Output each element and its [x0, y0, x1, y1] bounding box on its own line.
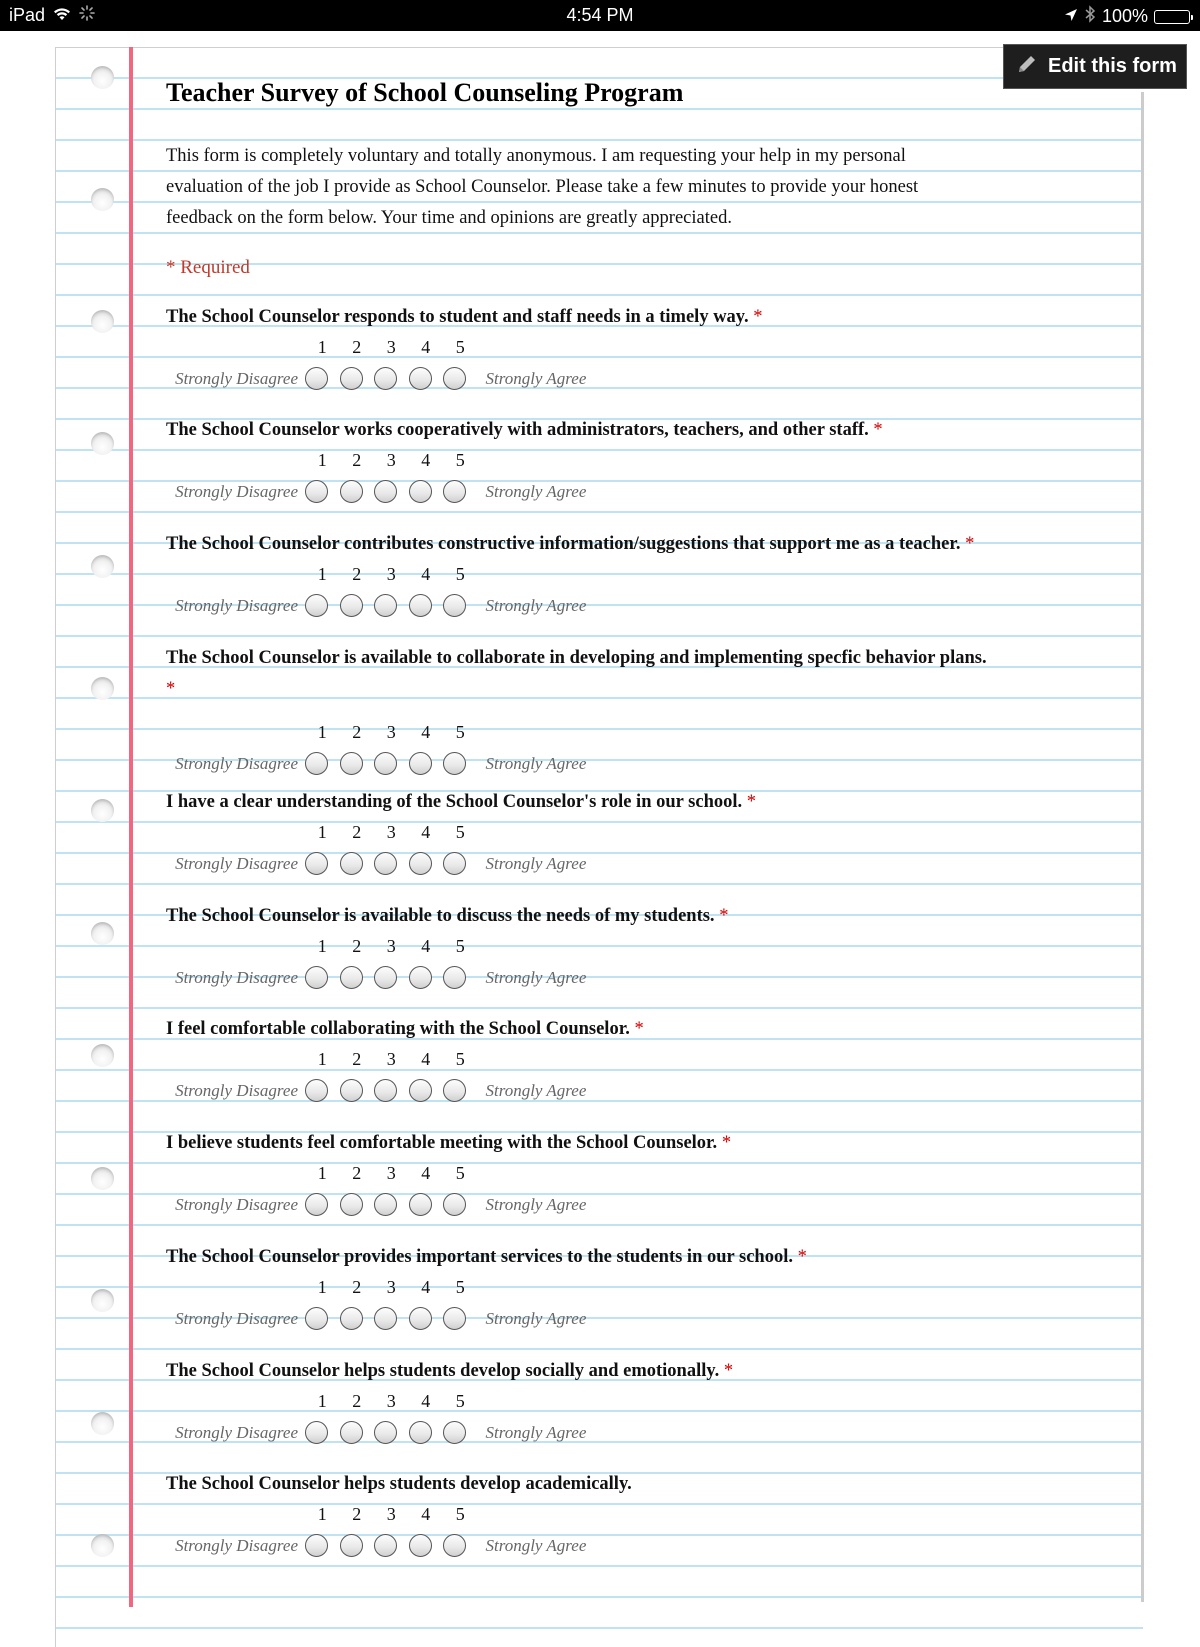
required-asterisk: * [746, 792, 756, 812]
rating-scale: 1 2 3 4 5 Strongly Disagree Strongly Agree [166, 818, 1106, 888]
high-label: Strongly Agree [485, 1308, 587, 1328]
radio-4[interactable] [409, 367, 432, 390]
low-label: Strongly Disagree [175, 1080, 298, 1100]
radio-1[interactable] [305, 594, 328, 617]
low-label: Strongly Disagree [175, 1194, 298, 1214]
radio-2[interactable] [340, 852, 363, 875]
edit-form-button[interactable] [1003, 44, 1187, 89]
required-asterisk: * [166, 679, 176, 699]
binder-hole-icon [91, 66, 114, 89]
radio-3[interactable] [374, 752, 397, 775]
radio-2[interactable] [340, 1534, 363, 1557]
radio-2[interactable] [340, 1307, 363, 1330]
high-label: Strongly Agree [485, 853, 587, 873]
question-7 [166, 1014, 1106, 1115]
rating-scale: 1 2 3 4 5 Strongly Disagree Strongly Agree [166, 1159, 1106, 1229]
radio-5[interactable] [443, 1079, 466, 1102]
low-label: Strongly Disagree [175, 1422, 298, 1442]
radio-3[interactable] [374, 1534, 397, 1557]
radio-5[interactable] [443, 480, 466, 503]
rating-scale: 1 2 3 4 5 Strongly Disagree Strongly Agree [166, 446, 1106, 516]
question-5 [166, 787, 1106, 888]
radio-2[interactable] [340, 966, 363, 989]
required-asterisk: * [719, 906, 729, 926]
radio-2[interactable] [340, 367, 363, 390]
binder-hole-icon [91, 1044, 114, 1067]
radio-5[interactable] [443, 752, 466, 775]
radio-1[interactable] [305, 1193, 328, 1216]
pencil-icon [1016, 53, 1038, 81]
rating-scale: 1 2 3 4 5 Strongly Disagree Strongly Agree [166, 718, 1106, 788]
radio-1[interactable] [305, 1421, 328, 1444]
high-label: Strongly Agree [485, 595, 587, 615]
question-text: The School Counselor responds to student and staff needs in a timely way. * [166, 307, 763, 327]
question-text: The School Counselor helps students develop academically. [166, 1474, 632, 1494]
radio-3[interactable] [374, 966, 397, 989]
question-text: The School Counselor provides important services to the students in our school. * [166, 1247, 807, 1267]
required-asterisk: * [721, 1133, 732, 1153]
radio-2[interactable] [340, 594, 363, 617]
description-line: evaluation of the job I provide as School Counselor. Please take a few minutes to provide your honest [166, 177, 919, 197]
radio-1[interactable] [305, 966, 328, 989]
binder-hole-icon [91, 1289, 114, 1312]
form-title: Teacher Survey of School Counseling Program [166, 78, 684, 107]
radio-4[interactable] [409, 1307, 432, 1330]
radio-1[interactable] [305, 367, 328, 390]
rating-scale: 1 2 3 4 5 Strongly Disagree Strongly Agree [166, 1273, 1106, 1343]
radio-1[interactable] [305, 480, 328, 503]
rating-scale: 1 2 3 4 5 Strongly Disagree Strongly Agree [166, 1387, 1106, 1457]
low-label: Strongly Disagree [175, 753, 298, 773]
radio-5[interactable] [443, 1534, 466, 1557]
question-text: I have a clear understanding of the School Counselor's role in our school. * [166, 792, 756, 812]
low-label: Strongly Disagree [175, 967, 298, 987]
radio-3[interactable] [374, 480, 397, 503]
required-asterisk: * [873, 420, 883, 440]
radio-2[interactable] [340, 1193, 363, 1216]
radio-5[interactable] [443, 367, 466, 390]
radio-2[interactable] [340, 752, 363, 775]
question-2 [166, 415, 1106, 516]
question-4 [166, 643, 1106, 788]
required-asterisk: * [753, 307, 763, 327]
required-note: * Required [166, 257, 250, 278]
radio-2[interactable] [340, 1421, 363, 1444]
binder-hole-icon [91, 1167, 114, 1190]
high-label: Strongly Agree [485, 1535, 587, 1555]
radio-4[interactable] [409, 966, 432, 989]
binder-hole-icon [91, 188, 114, 211]
question-text: The School Counselor is available to discuss the needs of my students. * [166, 906, 729, 926]
binder-hole-icon [91, 922, 114, 945]
binder-hole-icon [91, 799, 114, 822]
radio-3[interactable] [374, 1193, 397, 1216]
question-text: The School Counselor works cooperatively with administrators, teachers, and other staff. * [166, 420, 883, 440]
radio-4[interactable] [409, 480, 432, 503]
form-description [166, 141, 1066, 234]
radio-3[interactable] [374, 594, 397, 617]
radio-3[interactable] [374, 852, 397, 875]
radio-5[interactable] [443, 1307, 466, 1330]
bluetooth-icon [1084, 5, 1096, 28]
question-10 [166, 1356, 1106, 1457]
low-label: Strongly Disagree [175, 481, 298, 501]
battery-percent: 100% [1101, 6, 1148, 26]
radio-1[interactable] [305, 1307, 328, 1330]
question-text: The School Counselor contributes constructive information/suggestions that support me as a teacher. * [166, 534, 975, 554]
radio-3[interactable] [374, 367, 397, 390]
question-1 [166, 302, 1106, 403]
required-asterisk: * [797, 1247, 807, 1267]
question-text: The School Counselor helps students develop socially and emotionally. * [166, 1361, 734, 1381]
radio-5[interactable] [443, 1193, 466, 1216]
required-asterisk: * [634, 1019, 644, 1039]
low-label: Strongly Disagree [175, 1535, 298, 1555]
status-bar [0, 0, 1200, 31]
binder-hole-icon [91, 677, 114, 700]
radio-5[interactable] [443, 966, 466, 989]
low-label: Strongly Disagree [175, 368, 298, 388]
radio-1[interactable] [305, 1079, 328, 1102]
radio-5[interactable] [443, 594, 466, 617]
edit-form-label: Edit this form [1048, 55, 1177, 77]
low-label: Strongly Disagree [175, 595, 298, 615]
radio-4[interactable] [409, 1079, 432, 1102]
high-label: Strongly Agree [485, 481, 587, 501]
radio-3[interactable] [374, 1079, 397, 1102]
rating-scale: 1 2 3 4 5 Strongly Disagree Strongly Agree [166, 333, 1106, 403]
radio-4[interactable] [409, 852, 432, 875]
rating-scale: 1 2 3 4 5 Strongly Disagree Strongly Agree [166, 560, 1106, 630]
rating-scale: 1 2 3 4 5 Strongly Disagree Strongly Agree [166, 932, 1106, 1002]
radio-5[interactable] [443, 1421, 466, 1444]
question-11 [166, 1469, 1106, 1570]
binder-hole-icon [91, 555, 114, 578]
radio-3[interactable] [374, 1421, 397, 1444]
question-text: I feel comfortable collaborating with the School Counselor. * [166, 1019, 644, 1039]
high-label: Strongly Agree [485, 1080, 587, 1100]
high-label: Strongly Agree [485, 1194, 587, 1214]
question-text: The School Counselor is available to collaborate in developing and implementing specfic behavior plans. [166, 648, 987, 668]
description-line: feedback on the form below. Your time and opinions are greatly appreciated. [166, 208, 732, 228]
low-label: Strongly Disagree [175, 1308, 298, 1328]
binder-hole-icon [91, 1534, 114, 1557]
rating-scale: 1 2 3 4 5 Strongly Disagree Strongly Agree [166, 1045, 1106, 1115]
page-right-edge [1141, 92, 1144, 1602]
battery-icon [1154, 10, 1190, 24]
radio-4[interactable] [409, 1421, 432, 1444]
high-label: Strongly Agree [485, 1422, 587, 1442]
radio-4[interactable] [409, 1534, 432, 1557]
binder-hole-icon [91, 310, 114, 333]
high-label: Strongly Agree [485, 967, 587, 987]
question-8 [166, 1128, 1106, 1229]
radio-2[interactable] [340, 1079, 363, 1102]
radio-1[interactable] [305, 852, 328, 875]
required-asterisk: * [965, 534, 975, 554]
question-6 [166, 901, 1106, 1002]
radio-1[interactable] [305, 1534, 328, 1557]
radio-1[interactable] [305, 752, 328, 775]
binder-hole-icon [91, 432, 114, 455]
question-9 [166, 1242, 1106, 1343]
radio-4[interactable] [409, 752, 432, 775]
clock: 4:54 PM [566, 5, 634, 25]
question-text: I believe students feel comfortable meeting with the School Counselor. * [166, 1133, 732, 1153]
margin-line [129, 47, 133, 1607]
radio-4[interactable] [409, 1193, 432, 1216]
radio-5[interactable] [443, 852, 466, 875]
device-name: iPad [9, 5, 46, 25]
binder-hole-icon [91, 1412, 114, 1435]
high-label: Strongly Agree [485, 368, 587, 388]
high-label: Strongly Agree [485, 753, 587, 773]
radio-3[interactable] [374, 1307, 397, 1330]
required-asterisk: * [723, 1361, 734, 1381]
question-3 [166, 529, 1106, 630]
low-label: Strongly Disagree [175, 853, 298, 873]
description-line: This form is completely voluntary and totally anonymous. I am requesting your help in my personal [166, 146, 906, 166]
radio-2[interactable] [340, 480, 363, 503]
rating-scale: 1 2 3 4 5 Strongly Disagree Strongly Agree [166, 1500, 1106, 1570]
location-arrow-icon [1064, 6, 1078, 27]
radio-4[interactable] [409, 594, 432, 617]
